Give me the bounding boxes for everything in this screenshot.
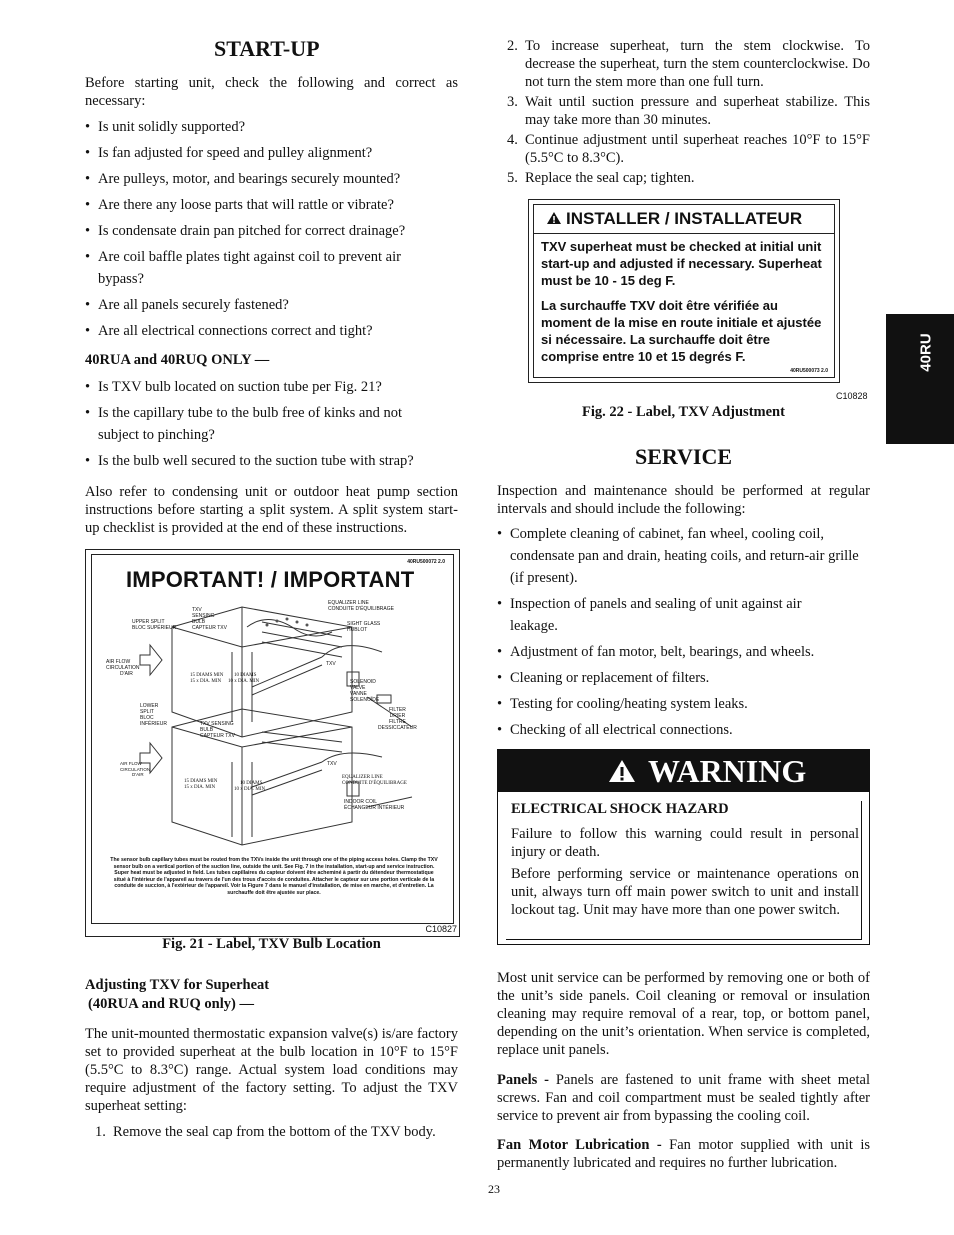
txv-sensing-label: SENSING	[192, 613, 215, 619]
step-text: To increase superheat, turn the stem clockwise. To decrease the superheat, turn the stem counterclockwise. Do not turn the stem more than one full turn.	[525, 38, 870, 90]
page-number: 23	[488, 1182, 500, 1196]
diams-label: 15 x DIA. MIN	[184, 785, 216, 790]
diams-label: 15 DIAMS MIN	[190, 673, 224, 678]
panels-label: Panels -	[497, 1072, 549, 1088]
air-flow-label: CIRCULATION	[120, 766, 151, 772]
diams-label: 15 DIAMS MIN	[184, 779, 218, 784]
txv-label: TXV	[327, 761, 337, 767]
list-item: • Is condensate drain pan pitched for correct drainage?	[85, 220, 458, 242]
warning-triangle-icon	[608, 759, 636, 783]
indoor-coil-label: INDOOR COIL	[344, 799, 378, 805]
fan-paragraph	[497, 1136, 870, 1172]
equalizer-line-label: EQUALIZER LINE	[328, 600, 369, 606]
list-item: • Are there any loose parts that will rattle or vibrate?	[85, 194, 458, 216]
warning-p1: Failure to follow this warning could result in personal injury or death.	[511, 826, 859, 860]
list-item: • Inspection of panels and sealing of unit against air leakage.	[497, 593, 870, 637]
warning-p2: Before performing service or maintenance operations on unit, always turn off main power switch to unit and install lockout tag. Unit may have more than one power switch.	[511, 866, 859, 918]
list-item: • Are coil baffle plates tight against coil to prevent air bypass?	[85, 246, 458, 290]
adjusting-paragraph: The unit-mounted thermostatic expansion valve(s) is/are factory set to provided superheat at the bulb location in 10°F to 15°F (5.5°C to 8.3°C) range. Actual system load conditions may require adjustment of the factory setting. To adjust the TXV superheat setting:	[85, 1026, 458, 1114]
list-item: • Is the bulb well secured to the suction tube with strap?	[85, 450, 458, 472]
air-flow-label: AIR FLOW	[120, 761, 142, 766]
list-item: • Are all panels securely fastened?	[85, 294, 458, 316]
list-item: • Checking of all electrical connections.	[497, 719, 870, 741]
step-text: Continue adjustment until superheat reaches 10°F to 15°F (5.5°C to 8.3°C).	[525, 132, 870, 166]
step-number: 4.	[507, 132, 518, 148]
lower-split-label: LOWER	[140, 703, 159, 709]
step-text: Wait until suction pressure and superheat stabilize. This may take more than 30 minutes.	[525, 94, 870, 128]
list-item: • Testing for cooling/heating system leaks.	[497, 693, 870, 715]
panels-text: Panels are fastened to unit frame with sheet metal screws. Fan and coil compartment must be sealed tightly after service to prevent air from bypassing the cooling coil.	[497, 1072, 870, 1124]
diams-label: 10 DIAMS	[234, 673, 257, 678]
equalizer-line-label-fr: CONDUITE D'ÉQUILIBRAGE	[342, 781, 407, 786]
txv-sensing-label: BULB	[192, 619, 206, 625]
list-item: • Adjustment of fan motor, belt, bearings, and wheels.	[497, 641, 870, 663]
upper-split-label-fr: BLOC SUPÉRIEUR	[132, 625, 177, 631]
list-item: • Is unit solidly supported?	[85, 116, 458, 138]
side-tab-label: 40RU	[917, 333, 935, 372]
adjust-steps-left	[85, 1123, 458, 1143]
panels-paragraph	[497, 1071, 870, 1125]
fan-text: Fan motor supplied with unit is permanently lubricated and requires no further lubrication.	[497, 1137, 871, 1171]
adjusting-heading-line: Adjusting TXV for Superheat	[85, 977, 270, 993]
divider	[534, 233, 834, 234]
warning-title: WARNING	[648, 753, 807, 789]
service-list	[497, 523, 870, 745]
solenoid-label: SOLENOÏDE	[350, 697, 380, 703]
list-item	[85, 1123, 458, 1141]
sight-glass-label: SIGHT GLASS	[347, 621, 381, 627]
lower-split-label: SPLIT	[140, 709, 154, 715]
step-text: Remove the seal cap from the bottom of the TXV body.	[113, 1124, 436, 1140]
step-number: 3.	[507, 94, 518, 110]
warning-box	[497, 749, 870, 945]
adjusting-heading	[85, 976, 269, 1014]
installer-fr: La surchauffe TXV doit être vérifiée au moment de la mise en route initiale et ajustée si nécessaire. La surchauffe doit être comprise entre 10 et 15 degrés F.	[541, 298, 822, 364]
lower-split-label: BLOC	[140, 715, 154, 721]
diams-label: 15 x DIA. MIN	[190, 679, 222, 684]
label-code: 40RU500073 2.0	[790, 368, 828, 374]
txv-bulb-lower-label: TXV SENSING	[200, 721, 234, 727]
list-item: • Are pulleys, motor, and bearings securely mounted?	[85, 168, 458, 190]
start-up-intro: Before starting unit, check the following and correct as necessary:	[85, 75, 458, 109]
filter-label: FILTRE	[388, 719, 406, 725]
service-heading: SERVICE	[635, 444, 733, 469]
equalizer-line-label: EQUALIZER LINE	[342, 775, 383, 780]
service-intro: Inspection and maintenance should be performed at regular intervals and should include the following:	[497, 483, 870, 517]
txv-label: TXV	[326, 661, 336, 667]
fig22-caption: Fig. 22 - Label, TXV Adjustment	[582, 404, 785, 420]
air-flow-label: D'AIR	[132, 772, 144, 777]
installer-title-row	[546, 209, 802, 229]
start-up-heading: START-UP	[214, 36, 320, 61]
important-title: IMPORTANT! / IMPORTANT	[126, 567, 415, 592]
txv-sensing-label: CAPTEUR TXV	[192, 625, 227, 631]
diams-label: 10 x DIA. MIN	[234, 787, 266, 792]
lower-split-label: INFÉRIEUR	[140, 721, 167, 727]
air-flow-label: CIRCULATION	[106, 665, 140, 671]
step-number: 5.	[507, 170, 518, 186]
fig21-frame	[85, 549, 460, 937]
list-item	[497, 169, 870, 187]
list-item: • Is TXV bulb located on suction tube per Fig. 21?	[85, 376, 458, 398]
indoor-coil-label-fr: ÉCHANGEUR INTÉRIEUR	[344, 805, 405, 811]
fig22-frame	[528, 199, 840, 383]
list-item: • Is fan adjusted for speed and pulley alignment?	[85, 142, 458, 164]
fig22-code: C10828	[836, 391, 868, 401]
filter-label: DESSICCATEUR	[378, 725, 417, 731]
list-item	[497, 37, 870, 91]
solenoid-label: VANNE	[350, 691, 367, 697]
step-number: 1.	[95, 1124, 106, 1140]
solenoid-label: SOLENOID	[350, 679, 376, 685]
air-flow-label: AIR FLOW	[106, 659, 131, 665]
warning-banner	[498, 750, 869, 792]
adjust-steps-right	[497, 37, 870, 189]
adjusting-heading-line: (40RUA and RUQ only) —	[88, 996, 254, 1012]
also-refer-paragraph: Also refer to condensing unit or outdoor heat pump section instructions before starting a split system. A split system start-up checklist is provided at the end of these instructions.	[85, 484, 458, 536]
start-up-checklist	[85, 116, 458, 346]
diams-label: 10 DIAMS	[240, 781, 263, 786]
hazard-title: ELECTRICAL SHOCK HAZARD	[511, 801, 729, 817]
filter-label: DRIER	[389, 713, 406, 719]
service-paragraph: Most unit service can be performed by removing one or both of the unit’s side panels. Coil cleaning or removal or insulation cleaning may require removal of a rear, top, or bottom panel, depending on the unit’s orientation. When service is completed, replace unit panels.	[497, 970, 870, 1058]
sight-glass-label-fr: HUBLOT	[347, 627, 368, 633]
list-item: • Complete cleaning of cabinet, fan wheel, cooling coil, condensate pan and drain, heating coils, and return-air grille (if present).	[497, 523, 870, 589]
step-text: Replace the seal cap; tighten.	[525, 170, 695, 186]
filter-label: FILTER	[388, 707, 406, 713]
fig21-note: The sensor bulb capillary tubes must be routed from the TXVs inside the unit through one of the piping access holes. Clamp the TXV sensor bulb on a vertical portion of the suction line, outside the unit. See Fig. 7 in the installation, start-up and service instruction. Super heat must be adjusted in field. Les tubes capillaires du capteur doivent être acheminé à partir du détendeur thermostatique situé à l'intérieur de l'appareil au travers de l'un des trous d'accès de conduites. Attacher le capteur sur une portion verticale de la conduite de succion, à l'extérieur de l'appareil. Voir la Figure 7 dans le manuel d'installation, de mise en marche, et d'entretien. La surchauffe doit être ajustée sur place.	[110, 857, 438, 896]
fan-label: Fan Motor Lubrication -	[497, 1137, 662, 1153]
list-item	[497, 93, 870, 129]
rua-checklist	[85, 376, 458, 476]
warning-triangle-icon	[546, 211, 562, 225]
txv-sensing-label: TXV	[192, 607, 202, 613]
equalizer-line-label-fr: CONDUITE D'ÉQUILIBRAGE	[328, 606, 394, 612]
fig21-label	[91, 554, 454, 924]
rua-ruq-subheading: 40RUA and 40RUQ ONLY —	[85, 352, 270, 368]
step-number: 2.	[507, 38, 518, 54]
txv-bulb-lower-label: BULB	[200, 727, 214, 733]
side-tab	[886, 314, 954, 444]
list-item: • Cleaning or replacement of filters.	[497, 667, 870, 689]
fig21-code: C10827	[425, 924, 457, 934]
label-code: 40RU500072 2.0	[407, 559, 445, 565]
fig21-caption: Fig. 21 - Label, TXV Bulb Location	[162, 936, 381, 952]
installer-label	[533, 204, 835, 378]
installer-title: INSTALLER / INSTALLATEUR	[566, 209, 803, 228]
txv-bulb-lower-label: CAPTEUR TXV	[200, 733, 235, 739]
solenoid-label: VALVE	[350, 685, 366, 691]
diams-label: 10 x DIA. MIN	[228, 679, 260, 684]
list-item: • Are all electrical connections correct and tight?	[85, 320, 458, 342]
upper-split-label: UPPER SPLIT	[132, 619, 165, 625]
list-item: • Is the capillary tube to the bulb free of kinks and not subject to pinching?	[85, 402, 458, 446]
installer-en: TXV superheat must be checked at initial unit start-up and adjusted if necessary. Superheat must be 10 - 15 deg F.	[541, 239, 822, 288]
warning-content	[506, 801, 862, 940]
list-item	[497, 131, 870, 167]
air-flow-label: D'AIR	[120, 671, 133, 677]
